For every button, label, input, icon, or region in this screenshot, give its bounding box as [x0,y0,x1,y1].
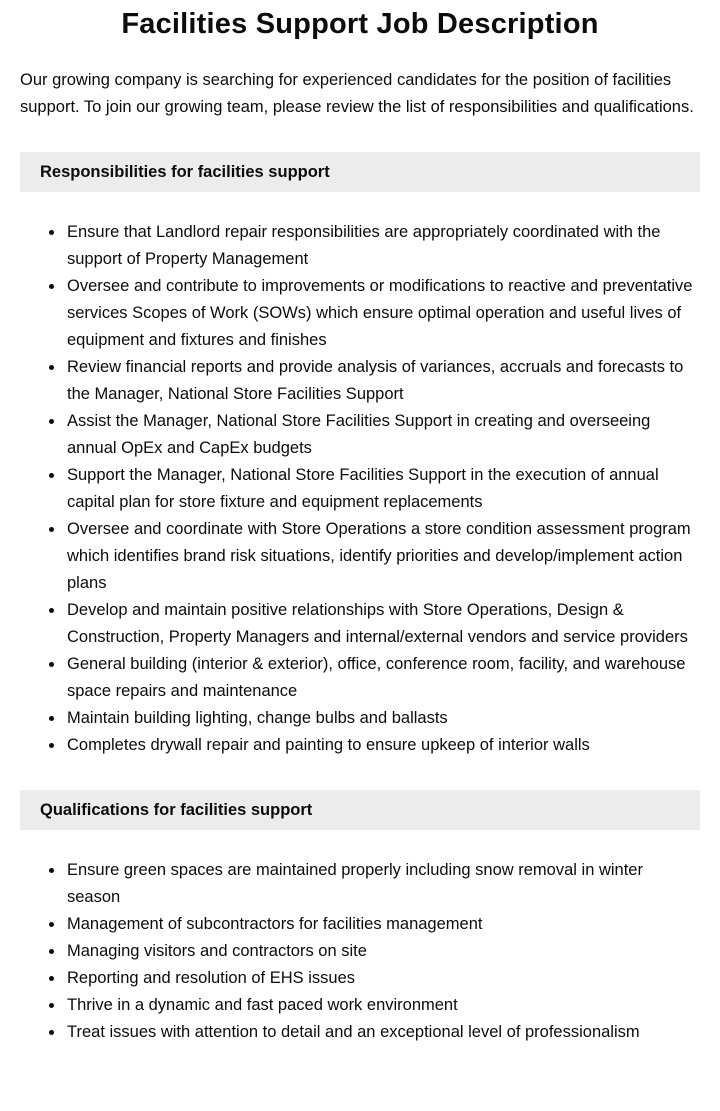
list-item: • Treat issues with attention to detail and an exceptional level of professionalism [65,1019,700,1046]
list-item: • Completes drywall repair and painting to ensure upkeep of interior walls [65,732,700,759]
responsibilities-section-header: Responsibilities for facilities support [20,152,700,192]
list-item: • Thrive in a dynamic and fast paced work environment [65,992,700,1019]
list-item: • Oversee and coordinate with Store Operations a store condition assessment program which identifies brand risk situations, identify priorities and develop/implement action plans [65,516,700,597]
list-item: • Ensure that Landlord repair responsibilities are appropriately coordinated with the support of Property Management [65,219,700,273]
list-item: • General building (interior & exterior), office, conference room, facility, and warehouse space repairs and maintenance [65,651,700,705]
qualifications-section [20,790,700,1046]
qualifications-list [20,857,700,1046]
intro-paragraph: Our growing company is searching for experienced candidates for the position of facilities support. To join our growing team, please review the list of responsibilities and qualifications. [20,71,694,117]
list-item: • Support the Manager, National Store Facilities Support in the execution of annual capital plan for store fixture and equipment replacements [65,462,700,516]
page-title: Facilities Support Job Description [121,8,599,40]
list-item: • Ensure green spaces are maintained properly including snow removal in winter season [65,857,700,911]
list-item: • Oversee and contribute to improvements or modifications to reactive and preventative services Scopes of Work (SOWs) which ensure optimal operation and useful lives of equipment and fixtures and finishes [65,273,700,354]
list-item: • Review financial reports and provide analysis of variances, accruals and forecasts to the Manager, National Store Facilities Support [65,354,700,408]
responsibilities-list [20,219,700,759]
list-item: • Managing visitors and contractors on site [65,938,700,965]
list-item: • Management of subcontractors for facilities management [65,911,700,938]
list-item: • Reporting and resolution of EHS issues [65,965,700,992]
list-item: • Assist the Manager, National Store Facilities Support in creating and overseeing annual OpEx and CapEx budgets [65,408,700,462]
qualifications-section-header: Qualifications for facilities support [20,790,700,830]
list-item: • Maintain building lighting, change bulbs and ballasts [65,705,700,732]
responsibilities-section [20,152,700,759]
list-item: • Develop and maintain positive relationships with Store Operations, Design & Construction, Property Managers and internal/external vendors and service providers [65,597,700,651]
